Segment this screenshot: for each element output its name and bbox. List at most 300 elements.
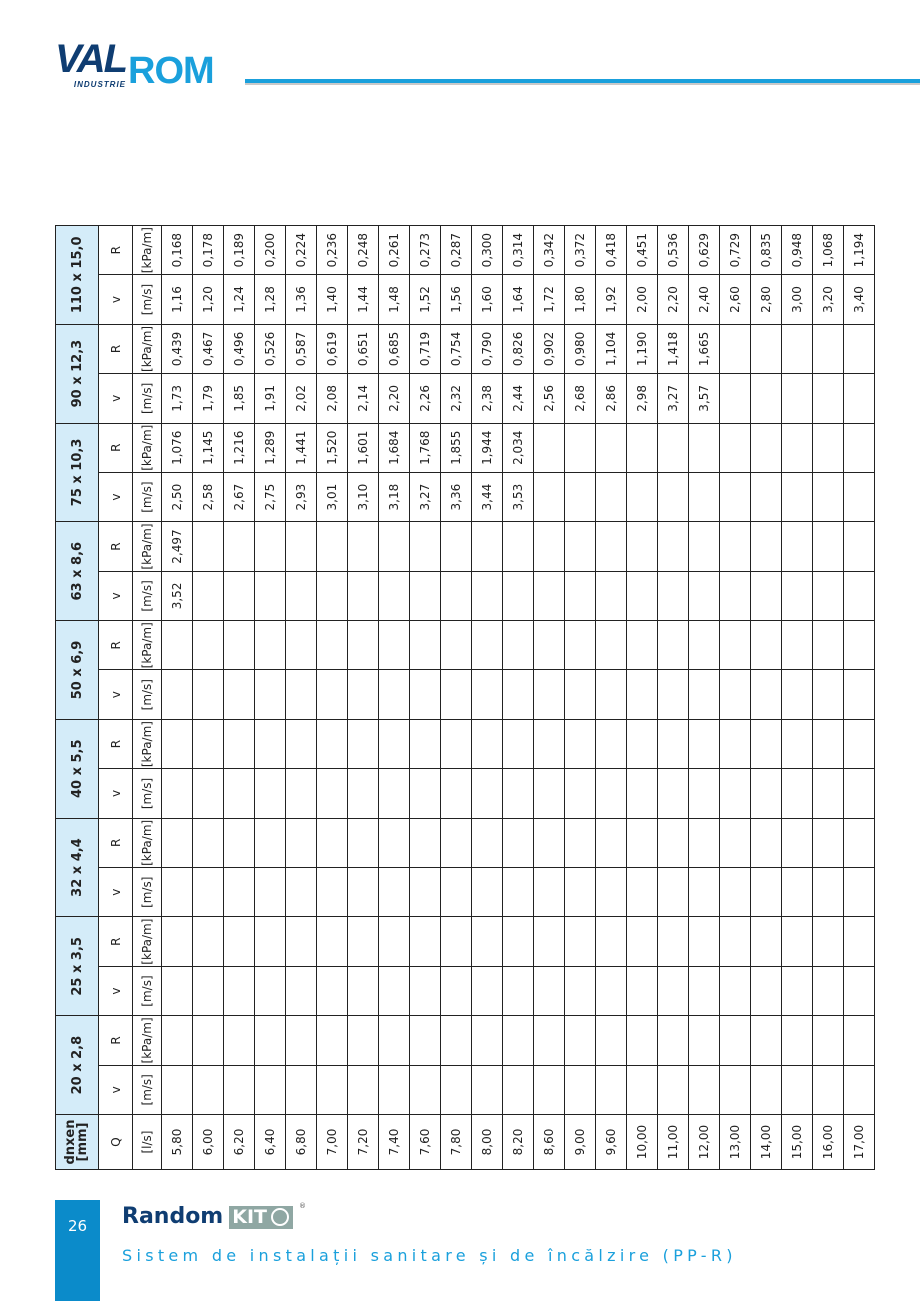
v-label: v: [99, 966, 133, 1015]
v-unit: [m/s]: [133, 275, 162, 324]
resistance-cell: [255, 719, 286, 768]
flow-rate-cell: 12,00: [689, 1115, 720, 1170]
velocity-cell: [658, 472, 689, 521]
flow-rate-cell: 7,80: [441, 1115, 472, 1170]
velocity-cell: [441, 670, 472, 719]
velocity-cell: [255, 1065, 286, 1114]
resistance-cell: [410, 1016, 441, 1065]
header-row-symbols: [99, 225, 133, 1169]
resistance-cell: 1,076: [162, 423, 193, 472]
velocity-cell: [658, 670, 689, 719]
resistance-cell: 0,451: [627, 225, 658, 274]
velocity-cell: [193, 769, 224, 818]
pipe-bundle-icon: [271, 1208, 289, 1226]
velocity-cell: [596, 1065, 627, 1114]
velocity-cell: [410, 769, 441, 818]
table-row: [844, 225, 875, 1169]
velocity-cell: [534, 670, 565, 719]
velocity-cell: [658, 966, 689, 1015]
page-number: 26: [67, 1217, 88, 1235]
velocity-cell: [627, 769, 658, 818]
velocity-cell: [286, 571, 317, 620]
velocity-cell: [193, 1065, 224, 1114]
velocity-cell: [317, 868, 348, 917]
flow-rate-cell: 6,80: [286, 1115, 317, 1170]
velocity-cell: 2,98: [627, 374, 658, 423]
velocity-cell: [410, 1065, 441, 1114]
velocity-cell: [689, 868, 720, 917]
resistance-cell: [503, 621, 534, 670]
velocity-cell: [348, 571, 379, 620]
v-label: v: [99, 374, 133, 423]
resistance-cell: [379, 917, 410, 966]
resistance-cell: [689, 423, 720, 472]
flow-rate-cell: 16,00: [813, 1115, 844, 1170]
velocity-cell: 3,18: [379, 472, 410, 521]
resistance-cell: 1,768: [410, 423, 441, 472]
velocity-cell: [844, 670, 875, 719]
resistance-cell: [503, 522, 534, 571]
resistance-cell: [286, 522, 317, 571]
velocity-cell: [410, 966, 441, 1015]
resistance-cell: [751, 423, 782, 472]
table-row: [751, 225, 782, 1169]
resistance-cell: [379, 621, 410, 670]
velocity-cell: [224, 769, 255, 818]
header-row-units: [133, 225, 162, 1169]
velocity-cell: [782, 670, 813, 719]
resistance-cell: 2,034: [503, 423, 534, 472]
resistance-cell: [844, 719, 875, 768]
resistance-cell: 1,855: [441, 423, 472, 472]
velocity-cell: [410, 670, 441, 719]
resistance-cell: [534, 719, 565, 768]
resistance-cell: [224, 719, 255, 768]
pipe-size-header: 90 x 12,3: [56, 324, 99, 423]
velocity-cell: 1,52: [410, 275, 441, 324]
resistance-cell: [286, 719, 317, 768]
resistance-cell: [441, 818, 472, 867]
resistance-cell: 1,216: [224, 423, 255, 472]
resistance-cell: [472, 917, 503, 966]
velocity-cell: [317, 1065, 348, 1114]
velocity-cell: [503, 868, 534, 917]
resistance-cell: [193, 1016, 224, 1065]
pipe-size-header: 20 x 2,8: [56, 1016, 99, 1115]
r-unit: [kPa/m]: [133, 324, 162, 373]
flow-rate-cell: 9,60: [596, 1115, 627, 1170]
v-label: v: [99, 472, 133, 521]
velocity-cell: [720, 1065, 751, 1114]
resistance-cell: [410, 818, 441, 867]
v-label: v: [99, 571, 133, 620]
velocity-cell: [441, 571, 472, 620]
resistance-cell: [844, 917, 875, 966]
resistance-cell: [596, 818, 627, 867]
flow-rate-cell: 7,60: [410, 1115, 441, 1170]
resistance-cell: [410, 621, 441, 670]
velocity-cell: [441, 1065, 472, 1114]
flow-rate-cell: 6,20: [224, 1115, 255, 1170]
velocity-cell: [193, 670, 224, 719]
table-row: [441, 225, 472, 1169]
flow-rate-cell: 14,00: [751, 1115, 782, 1170]
resistance-cell: [565, 522, 596, 571]
resistance-cell: [441, 522, 472, 571]
r-label: R: [99, 719, 133, 768]
velocity-cell: [689, 571, 720, 620]
resistance-cell: 0,300: [472, 225, 503, 274]
flow-rate-cell: 6,40: [255, 1115, 286, 1170]
velocity-cell: [379, 868, 410, 917]
r-label: R: [99, 423, 133, 472]
velocity-cell: [565, 966, 596, 1015]
resistance-cell: [844, 621, 875, 670]
velocity-cell: [844, 374, 875, 423]
resistance-cell: [751, 818, 782, 867]
flow-rate-cell: 8,00: [472, 1115, 503, 1170]
resistance-cell: 0,835: [751, 225, 782, 274]
velocity-cell: 2,56: [534, 374, 565, 423]
resistance-cell: [596, 719, 627, 768]
resistance-cell: [658, 1016, 689, 1065]
velocity-cell: [844, 769, 875, 818]
resistance-cell: 0,200: [255, 225, 286, 274]
flow-rate-cell: 8,60: [534, 1115, 565, 1170]
r-label: R: [99, 917, 133, 966]
resistance-cell: [813, 621, 844, 670]
resistance-cell: [348, 621, 379, 670]
resistance-cell: [596, 522, 627, 571]
velocity-cell: [751, 374, 782, 423]
velocity-cell: [379, 966, 410, 1015]
velocity-cell: 3,57: [689, 374, 720, 423]
velocity-cell: [596, 472, 627, 521]
logo-rom: ROM: [128, 50, 214, 92]
velocity-cell: 1,92: [596, 275, 627, 324]
r-unit: [kPa/m]: [133, 621, 162, 670]
velocity-cell: [751, 472, 782, 521]
v-unit: [m/s]: [133, 472, 162, 521]
resistance-cell: 1,145: [193, 423, 224, 472]
resistance-cell: [565, 423, 596, 472]
resistance-cell: 1,104: [596, 324, 627, 373]
logo-kit-text: KIT: [232, 1205, 267, 1228]
resistance-cell: [627, 818, 658, 867]
resistance-cell: [162, 621, 193, 670]
resistance-cell: 0,619: [317, 324, 348, 373]
resistance-cell: 1,944: [472, 423, 503, 472]
flow-rate-cell: 7,20: [348, 1115, 379, 1170]
resistance-cell: [813, 818, 844, 867]
resistance-cell: 0,224: [286, 225, 317, 274]
flow-resistance-table: [55, 225, 875, 1170]
velocity-cell: [596, 670, 627, 719]
velocity-cell: 3,27: [658, 374, 689, 423]
velocity-cell: [317, 571, 348, 620]
resistance-cell: [689, 719, 720, 768]
table-row: [782, 225, 813, 1169]
velocity-cell: 1,24: [224, 275, 255, 324]
velocity-cell: 2,67: [224, 472, 255, 521]
resistance-cell: 1,418: [658, 324, 689, 373]
resistance-cell: [813, 1016, 844, 1065]
v-unit: [m/s]: [133, 374, 162, 423]
resistance-cell: 0,418: [596, 225, 627, 274]
resistance-cell: [193, 522, 224, 571]
logo-val-block: [55, 37, 127, 90]
velocity-cell: 1,60: [472, 275, 503, 324]
velocity-cell: 2,75: [255, 472, 286, 521]
resistance-cell: [565, 818, 596, 867]
resistance-cell: [813, 522, 844, 571]
resistance-cell: [782, 423, 813, 472]
velocity-cell: [627, 670, 658, 719]
resistance-cell: 0,729: [720, 225, 751, 274]
velocity-cell: [379, 769, 410, 818]
velocity-cell: 2,58: [193, 472, 224, 521]
velocity-cell: 3,10: [348, 472, 379, 521]
velocity-cell: [162, 868, 193, 917]
resistance-cell: [348, 719, 379, 768]
velocity-cell: [751, 966, 782, 1015]
velocity-cell: [596, 571, 627, 620]
velocity-cell: [782, 374, 813, 423]
velocity-cell: [503, 670, 534, 719]
resistance-cell: [689, 522, 720, 571]
r-unit: [kPa/m]: [133, 522, 162, 571]
velocity-cell: [193, 966, 224, 1015]
velocity-cell: 1,72: [534, 275, 565, 324]
velocity-cell: [162, 769, 193, 818]
resistance-cell: [193, 818, 224, 867]
pipe-size-header: 110 x 15,0: [56, 225, 99, 324]
velocity-cell: [627, 1065, 658, 1114]
velocity-cell: [472, 571, 503, 620]
resistance-cell: [565, 1016, 596, 1065]
resistance-cell: [782, 324, 813, 373]
velocity-cell: [224, 571, 255, 620]
resistance-cell: [844, 818, 875, 867]
resistance-cell: 1,194: [844, 225, 875, 274]
resistance-cell: [844, 522, 875, 571]
velocity-cell: 3,01: [317, 472, 348, 521]
resistance-cell: [410, 719, 441, 768]
velocity-cell: 3,52: [162, 571, 193, 620]
velocity-cell: 3,27: [410, 472, 441, 521]
resistance-cell: [658, 818, 689, 867]
velocity-cell: [720, 571, 751, 620]
resistance-cell: [813, 324, 844, 373]
resistance-cell: [720, 621, 751, 670]
r-unit: [kPa/m]: [133, 719, 162, 768]
resistance-cell: 0,719: [410, 324, 441, 373]
resistance-cell: [255, 522, 286, 571]
logo-industrie: INDUSTRIE: [73, 80, 127, 89]
resistance-cell: [751, 621, 782, 670]
resistance-cell: [193, 621, 224, 670]
resistance-cell: 1,190: [627, 324, 658, 373]
v-label: v: [99, 670, 133, 719]
velocity-cell: [224, 966, 255, 1015]
velocity-cell: [813, 868, 844, 917]
resistance-cell: [472, 522, 503, 571]
velocity-cell: 2,44: [503, 374, 534, 423]
velocity-cell: [844, 571, 875, 620]
pipe-size-header: 32 x 4,4: [56, 818, 99, 917]
resistance-cell: [720, 818, 751, 867]
velocity-cell: [596, 769, 627, 818]
resistance-cell: 0,372: [565, 225, 596, 274]
velocity-cell: [844, 966, 875, 1015]
velocity-cell: [689, 769, 720, 818]
velocity-cell: 1,44: [348, 275, 379, 324]
flow-rate-cell: 17,00: [844, 1115, 875, 1170]
resistance-cell: 1,601: [348, 423, 379, 472]
v-unit: [m/s]: [133, 670, 162, 719]
velocity-cell: 1,28: [255, 275, 286, 324]
resistance-cell: [286, 818, 317, 867]
resistance-cell: [317, 917, 348, 966]
pipe-size-header: 75 x 10,3: [56, 423, 99, 522]
velocity-cell: [720, 769, 751, 818]
resistance-cell: [844, 324, 875, 373]
velocity-cell: [193, 868, 224, 917]
resistance-cell: [782, 917, 813, 966]
resistance-cell: 0,651: [348, 324, 379, 373]
table-row: [162, 225, 193, 1169]
resistance-cell: [565, 621, 596, 670]
footer-tagline: Sistem de instalații sanitare și de încălzire (PP-R): [122, 1246, 737, 1265]
v-label: v: [99, 868, 133, 917]
velocity-cell: [751, 868, 782, 917]
resistance-cell: 0,790: [472, 324, 503, 373]
velocity-cell: [348, 769, 379, 818]
resistance-cell: 0,236: [317, 225, 348, 274]
r-label: R: [99, 1016, 133, 1065]
resistance-cell: [689, 1016, 720, 1065]
velocity-cell: [255, 670, 286, 719]
table-row: [596, 225, 627, 1169]
resistance-cell: 0,273: [410, 225, 441, 274]
resistance-cell: [534, 1016, 565, 1065]
velocity-cell: [565, 769, 596, 818]
resistance-cell: [720, 522, 751, 571]
resistance-cell: [441, 917, 472, 966]
resistance-cell: [162, 818, 193, 867]
resistance-cell: [472, 621, 503, 670]
velocity-cell: [410, 868, 441, 917]
velocity-cell: [472, 769, 503, 818]
velocity-cell: [689, 966, 720, 1015]
table-row: [193, 225, 224, 1169]
resistance-cell: [348, 1016, 379, 1065]
resistance-cell: [627, 522, 658, 571]
resistance-cell: 0,587: [286, 324, 317, 373]
velocity-cell: 2,02: [286, 374, 317, 423]
pipe-size-header: 25 x 3,5: [56, 917, 99, 1016]
velocity-cell: 3,00: [782, 275, 813, 324]
v-label: v: [99, 769, 133, 818]
velocity-cell: [782, 571, 813, 620]
table-row: [472, 225, 503, 1169]
velocity-cell: [658, 769, 689, 818]
resistance-cell: [813, 423, 844, 472]
velocity-cell: [224, 868, 255, 917]
velocity-cell: [286, 966, 317, 1015]
velocity-cell: [162, 670, 193, 719]
table-row: [255, 225, 286, 1169]
resistance-cell: [689, 917, 720, 966]
velocity-cell: [534, 868, 565, 917]
resistance-cell: [689, 621, 720, 670]
flow-rate-cell: 6,00: [193, 1115, 224, 1170]
velocity-cell: [751, 769, 782, 818]
resistance-cell: 1,289: [255, 423, 286, 472]
resistance-cell: [224, 1016, 255, 1065]
velocity-cell: 2,00: [627, 275, 658, 324]
resistance-cell: 0,439: [162, 324, 193, 373]
resistance-cell: [627, 423, 658, 472]
velocity-cell: [472, 868, 503, 917]
resistance-cell: [751, 719, 782, 768]
resistance-cell: [224, 818, 255, 867]
resistance-cell: [534, 423, 565, 472]
resistance-cell: [751, 1016, 782, 1065]
velocity-cell: [565, 472, 596, 521]
velocity-cell: [162, 966, 193, 1015]
velocity-cell: 2,20: [658, 275, 689, 324]
resistance-cell: 1,068: [813, 225, 844, 274]
velocity-cell: 2,40: [689, 275, 720, 324]
resistance-cell: [658, 522, 689, 571]
flow-rate-cell: 11,00: [658, 1115, 689, 1170]
resistance-cell: [627, 621, 658, 670]
velocity-cell: [844, 1065, 875, 1114]
resistance-cell: 0,189: [224, 225, 255, 274]
resistance-cell: [720, 719, 751, 768]
resistance-cell: [472, 818, 503, 867]
velocity-cell: [162, 1065, 193, 1114]
resistance-cell: 0,948: [782, 225, 813, 274]
velocity-cell: [503, 571, 534, 620]
resistance-cell: 0,826: [503, 324, 534, 373]
velocity-cell: [348, 670, 379, 719]
v-unit: [m/s]: [133, 966, 162, 1015]
resistance-cell: [255, 917, 286, 966]
resistance-cell: 0,685: [379, 324, 410, 373]
resistance-cell: [286, 621, 317, 670]
velocity-cell: [596, 868, 627, 917]
resistance-cell: [844, 1016, 875, 1065]
velocity-cell: 2,20: [379, 374, 410, 423]
resistance-cell: [782, 1016, 813, 1065]
velocity-cell: [813, 472, 844, 521]
table-row: [720, 225, 751, 1169]
r-unit: [kPa/m]: [133, 1016, 162, 1065]
resistance-cell: [255, 621, 286, 670]
resistance-cell: [286, 917, 317, 966]
resistance-cell: [162, 719, 193, 768]
velocity-cell: [720, 966, 751, 1015]
velocity-cell: 1,16: [162, 275, 193, 324]
velocity-cell: [534, 571, 565, 620]
r-label: R: [99, 621, 133, 670]
resistance-cell: [689, 818, 720, 867]
q-label: Q: [99, 1115, 133, 1170]
flow-rate-cell: 10,00: [627, 1115, 658, 1170]
resistance-cell: [534, 818, 565, 867]
